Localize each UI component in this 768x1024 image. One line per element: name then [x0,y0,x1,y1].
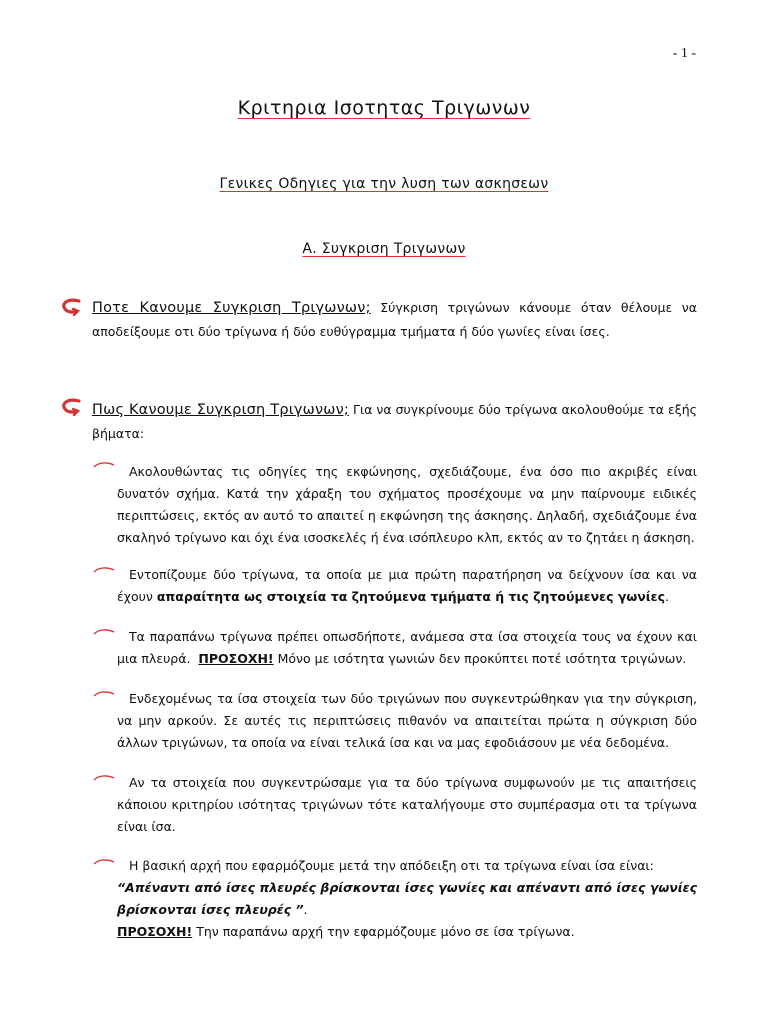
dash-icon [93,690,115,698]
dash-icon [93,858,115,866]
how-lead: Πως Κανουμε Συγκριση Τριγωνων; [92,402,349,418]
how-paragraph [92,398,697,445]
step-text: Η βασική αρχή που εφαρμόζουμε μετά την απόδειξη οτι τα τρίγωνα είναι ίσα είναι: [129,858,654,873]
step-tail: . [664,589,669,604]
section-heading: Α. Συγκριση Τριγωνων [302,241,466,257]
step-item [117,461,697,549]
when-paragraph [92,296,697,343]
dash-icon [93,566,115,574]
when-lead: Ποτε Κανουμε Συγκριση Τριγωνων; [92,300,371,316]
principle-quote: “Απέναντι από ίσες πλευρές βρίσκονται ίσες γωνίες και απέναντι από ίσες γωνίες βρίσκονται ίσες πλευρές ” [117,880,697,917]
step-item [117,688,697,754]
dash-icon [93,774,115,782]
warning-label: ΠΡΟΣΟΧΗ! [117,924,193,939]
step-text: Ενδεχομένως τα ίσα στοιχεία των δύο τριγώνων που συγκεντρώθηκαν για την σύγκριση, να μην αρκούν. Σε αυτές τις περιπτώσεις πιθανόν να απαιτείται πρώτα η σύγκριση δύο άλλων τριγώνων, τα οποία να είναι τελικά ίσα και να μας εφοδιάσουν με νέα δεδομένα. [117,691,697,750]
subtitle: Γενικες Οδηγιες για την λυση των ασκησεων [219,176,549,192]
step-item [117,626,697,670]
step-text: Εντοπίζουμε δύο τρίγωνα, τα οποία με μια πρώτη παρατήρηση να δείχνουν ίσα και να έχουν [117,567,697,604]
step-emphasis: απαραίτητα ως στοιχεία τα ζητούμενα τμήματα ή τις ζητούμενες γωνίες [156,589,665,604]
step-item [117,564,697,608]
dash-icon [93,461,115,469]
quote-tail: . [303,902,308,917]
step-item [117,772,697,838]
step-text: Ακολουθώντας τις οδηγίες της εκφώνησης, σχεδιάζουμε, ένα όσο πιο ακριβές είναι δυνατόν σχήμα. Κατά την χάραξη του σχήματος προσέχουμε να μην παίρνουμε ειδικές περιπτώσεις, εκτός αν αυτό το απαιτεί η εκφώνηση της άσκησης. Δηλαδή, σχεδιάζουμε ένα σκαληνό τρίγωνο και όχι ένα ισοσκελές ή ένα ισόπλευρο κλπ, εκτός αν το ζητάει η άσκηση. [117,464,697,545]
step-item [117,855,697,943]
step-text: Αν τα στοιχεία που συγκεντρώσαμε για τα δύο τρίγωνα συμφωνούν με τις απαιτήσεις κάποιου κριτηρίου ισότητας τριγώνων τότε καταλήγουμε στο συμπέρασμα οτι τα τρίγωνα είναι ίσα. [117,775,697,834]
curved-arrow-icon [59,398,81,416]
warning-text: Την παραπάνω αρχή την εφαρμόζουμε μόνο σε ίσα τρίγωνα. [192,924,575,939]
dash-icon [93,628,115,636]
step-text: Τα παραπάνω τρίγωνα πρέπει οπωσδήποτε, ανάμεσα στα ίσα στοιχεία τους να έχουν και μια πλευρά. [117,629,697,666]
warning-label: ΠΡΟΣΟΧΗ! [198,651,274,666]
page-title: Κριτηρια Ισοτητας Τριγωνων [237,97,531,119]
when-text: Σύγκριση τριγώνων κάνουμε όταν θέλουμε να αποδείξουμε οτι δύο τρίγωνα ή δύο ευθύγραμμα τμήματα ή δύο γωνίες είναι ίσες. [92,300,697,339]
page-number: - 1 - [672,46,696,61]
curved-arrow-icon [59,298,81,316]
step-tail: Μόνο με ισότητα γωνιών δεν προκύπτει ποτέ ισότητα τριγώνων. [273,651,687,666]
how-text: Για να συγκρίνουμε δύο τρίγωνα ακολουθούμε τα εξής βήματα: [92,402,697,441]
